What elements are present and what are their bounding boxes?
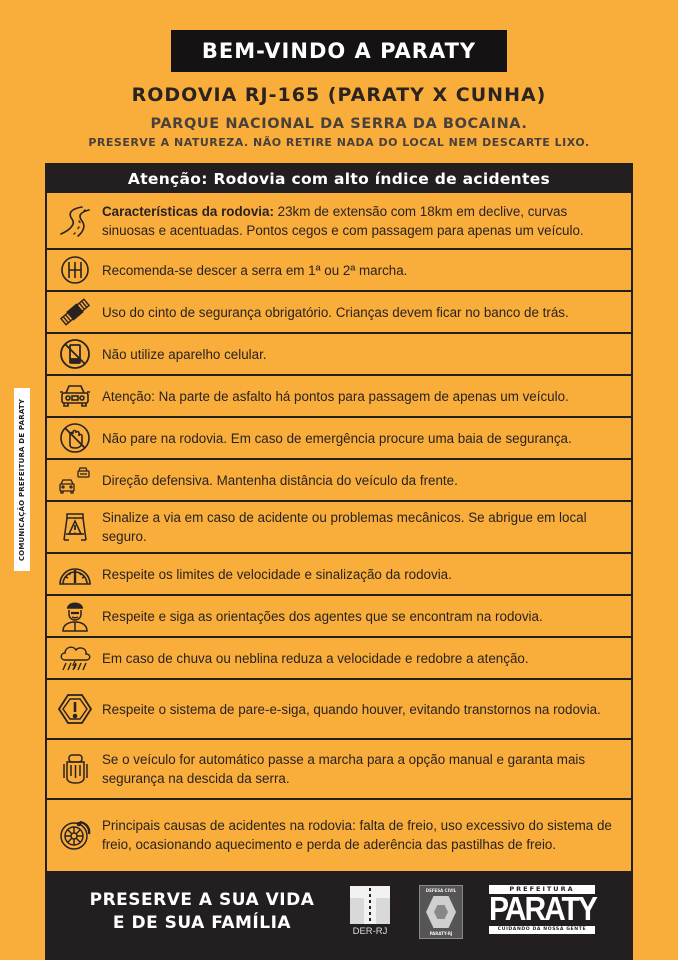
list-item [47, 740, 631, 800]
defesa-civil-logo [419, 885, 463, 939]
list-item [47, 638, 631, 680]
item-text: Em caso de chuva ou neblina reduza a velocidade e redobre a atenção. [102, 650, 529, 666]
winding-road-icon [55, 204, 95, 238]
der-rj-label: DER-RJ [352, 926, 388, 937]
list-item [47, 292, 631, 334]
no-phone-icon [55, 337, 95, 371]
civil-defense-emblem-icon [426, 896, 456, 928]
list-item [47, 376, 631, 418]
rain-cloud-icon [55, 641, 95, 675]
item-text: Atenção: Na parte de asfalto há pontos para passagem de apenas um veículo. [102, 388, 569, 404]
list-item [47, 334, 631, 376]
list-item [47, 554, 631, 596]
no-stop-hand-icon [55, 421, 95, 455]
paraty-wordmark: PARATY [489, 891, 596, 928]
prefeitura-label: PREFEITURA [489, 885, 595, 894]
list-item [47, 502, 631, 554]
slogan-line-1: PRESERVE A SUA VIDA [89, 890, 315, 910]
item-text: Respeite os limites de velocidade e sinalização da rodovia. [102, 566, 452, 582]
safety-list [47, 193, 631, 870]
park-title: PARQUE NACIONAL DA SERRA DA BOCAINA. [150, 116, 528, 132]
footer-slogan [77, 889, 327, 935]
item-body: 23km de extensão com 18km em declive, curvas sinuosas e acentuadas. Pontos cegos e com passagem para apenas um veículo. [102, 203, 584, 238]
slogan-line-2: E DE SUA FAMÍLIA [112, 913, 292, 933]
exclamation-hexagon-icon [55, 692, 95, 726]
list-item [47, 250, 631, 292]
der-rj-logo [350, 886, 390, 940]
side-credit-tag [14, 388, 30, 571]
footer [47, 871, 631, 958]
gear-shift-icon [55, 253, 95, 287]
item-text: Sinalize a via em caso de acidente ou problemas mecânicos. Se abrigue em local seguro. [102, 510, 587, 544]
prefeitura-paraty-logo [489, 885, 595, 937]
list-item [47, 800, 631, 870]
list-item [47, 460, 631, 502]
defesa-civil-location: PARATY-RJ [429, 931, 453, 936]
item-bold-label: Características da rodovia: [102, 203, 274, 219]
side-credit-text: COMUNICAÇÃO PREFEITURA DE PARATY [18, 398, 27, 561]
item-text: Respeite o sistema de pare-e-siga, quando houver, evitando transtornos na rodovia. [102, 701, 601, 717]
prefeitura-tagline: CUIDANDO DA NOSSA GENTE [489, 926, 595, 934]
car-icon [55, 379, 95, 413]
item-text: Recomenda-se descer a serra em 1ª ou 2ª marcha. [102, 262, 408, 278]
defesa-civil-label: DEFESA CIVIL [425, 888, 457, 893]
brake-disc-icon [55, 818, 95, 852]
item-text: Uso do cinto de segurança obrigatório. Crianças devem ficar no banco de trás. [102, 304, 569, 320]
seatbelt-icon [55, 295, 95, 329]
automatic-gear-icon [55, 752, 95, 786]
item-text: Respeite e siga as orientações dos agentes que se encontram na rodovia. [102, 608, 543, 624]
list-item [47, 418, 631, 460]
list-item [47, 193, 631, 250]
traffic-officer-icon [55, 599, 95, 633]
two-cars-distance-icon [55, 463, 95, 497]
item-text: Direção defensiva. Mantenha distância do veículo da frente. [102, 472, 458, 488]
warning-sign-icon [55, 510, 95, 544]
road-logo-icon [350, 886, 390, 924]
item-text: Se o veículo for automático passe a marcha para a opção manual e garanta mais segurança na descida da serra. [102, 752, 586, 786]
list-item [47, 680, 631, 740]
item-text [102, 202, 623, 240]
item-text: Não utilize aparelho celular. [102, 346, 267, 362]
preserve-notice: PRESERVE A NATUREZA. NÃO RETIRE NADA DO LOCAL NEM DESCARTE LIXO. [88, 136, 590, 149]
panel-title: Atenção: Rodovia com alto índice de acidentes [47, 165, 631, 193]
item-text: Principais causas de acidentes na rodovia: falta de freio, uso excessivo do sistema de freio, ocasionando aquecimento e perda de aderência das pastilhas de freio. [102, 818, 612, 852]
safety-panel [45, 163, 633, 960]
item-text: Não pare na rodovia. Em caso de emergência procure uma baia de segurança. [102, 430, 572, 446]
list-item [47, 596, 631, 638]
speedometer-icon [55, 557, 95, 591]
road-title: RODOVIA RJ-165 (PARATY X CUNHA) [131, 84, 547, 106]
welcome-banner: BEM-VINDO A PARATY [171, 30, 507, 72]
